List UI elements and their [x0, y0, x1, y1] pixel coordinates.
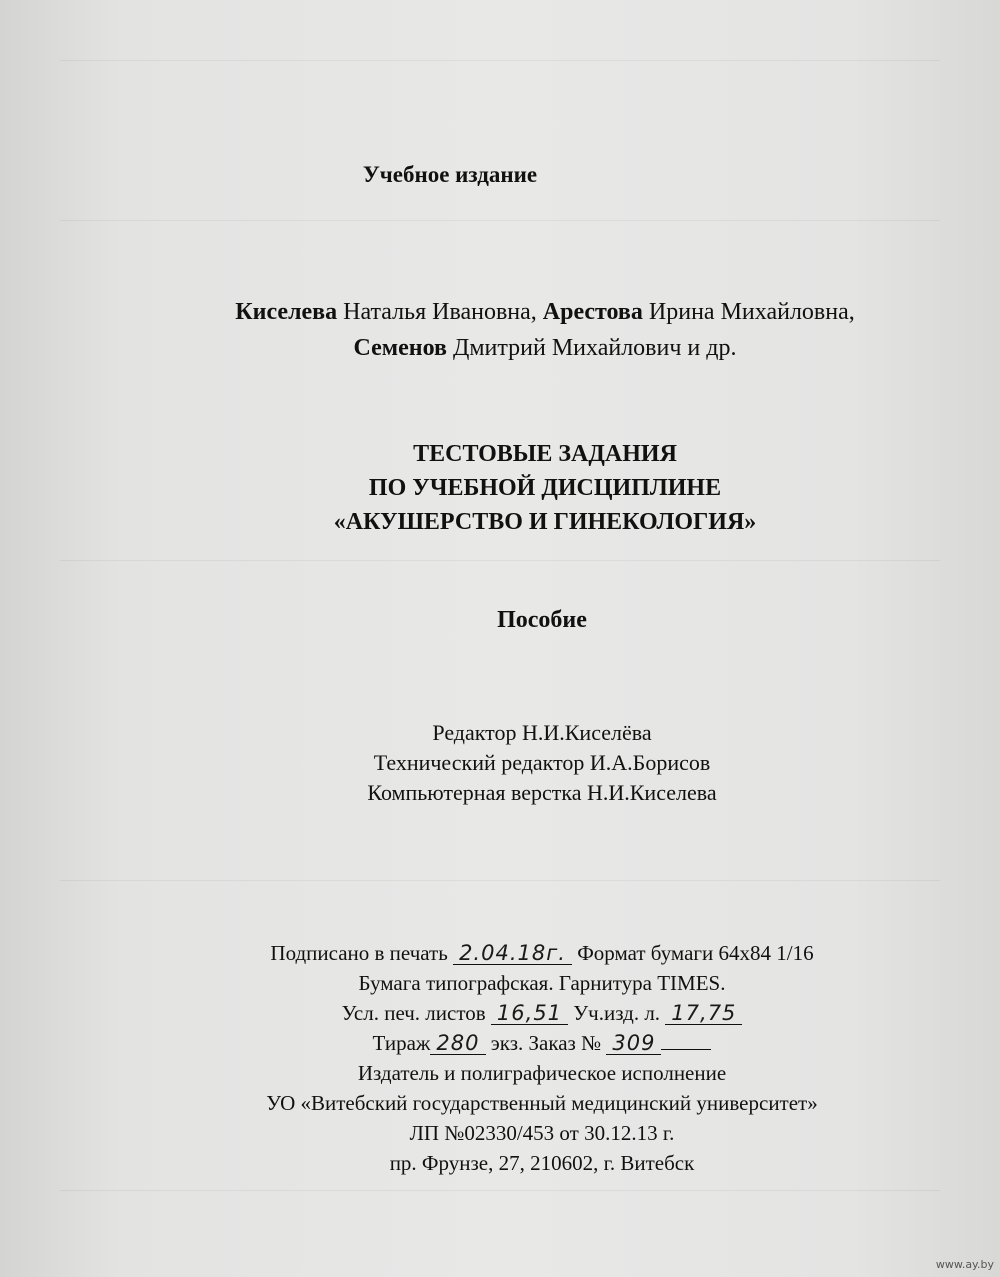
handwritten-order: 309 [606, 1032, 661, 1055]
imprint-paper: Бумага типографская. Гарнитура TIMES. [358, 971, 726, 995]
imprint-run: Тираж 280 экз. Заказ № 309 [42, 1028, 1000, 1058]
handwritten-pub-sheets: 17,75 [665, 1002, 742, 1025]
authors-block [45, 294, 1000, 366]
handwritten-print-sheets: 16,51 [491, 1002, 568, 1025]
staff-block [42, 718, 1000, 808]
imprint-sheets: Усл. печ. листов 16,51 Уч.изд. л. 17,75 [42, 998, 1000, 1028]
author-surname: Арестова [542, 299, 643, 325]
bleed-through-line [60, 220, 940, 221]
site-watermark: www.ay.by [935, 1258, 994, 1271]
publication-type: Пособие [497, 607, 587, 633]
blank-underline [661, 1049, 711, 1050]
edition-type: Учебное издание [362, 162, 538, 187]
title-line: ТЕСТОВЫЕ ЗАДАНИЯ [413, 441, 677, 467]
handwritten-run: 280 [430, 1032, 485, 1055]
bleed-through-line [60, 880, 940, 881]
author-surname: Киселева [235, 299, 338, 325]
author-surname: Семенов [353, 335, 447, 361]
imprint-signed: Подписано в печать 2.04.18г. Формат бумаги 64x84 1/16 [270, 941, 814, 965]
title-line: ПО УЧЕБНОЙ ДИСЦИПЛИНЕ [368, 475, 722, 501]
handwritten-date: 2.04.18г. [453, 942, 572, 965]
bleed-through-line [60, 560, 940, 561]
bleed-through-line [60, 60, 940, 61]
authors-line-2 [45, 330, 1000, 366]
editor: Редактор Н.И.Киселёва [432, 720, 652, 745]
book-title [45, 437, 1000, 539]
layout-designer: Компьютерная верстка Н.И.Киселева [367, 780, 717, 805]
author-names: Наталья Ивановна, [337, 299, 543, 325]
authors-line-1 [45, 294, 1000, 330]
imprint-license: ЛП №02330/453 от 30.12.13 г. [409, 1121, 675, 1145]
imprint-block [42, 938, 1000, 1178]
bleed-through-line [60, 1190, 940, 1191]
author-names: Дмитрий Михайлович и др. [446, 335, 737, 361]
title-line: «АКУШЕРСТВО И ГИНЕКОЛОГИЯ» [333, 509, 757, 535]
tech-editor: Технический редактор И.А.Борисов [373, 750, 711, 775]
author-names: Ирина Михайловна, [642, 299, 855, 325]
imprint-publisher: УО «Витебский государственный медицинский университет» [266, 1091, 818, 1115]
imprint-publisher-label: Издатель и полиграфическое исполнение [357, 1061, 727, 1085]
imprint-address: пр. Фрунзе, 27, 210602, г. Витебск [389, 1151, 695, 1175]
